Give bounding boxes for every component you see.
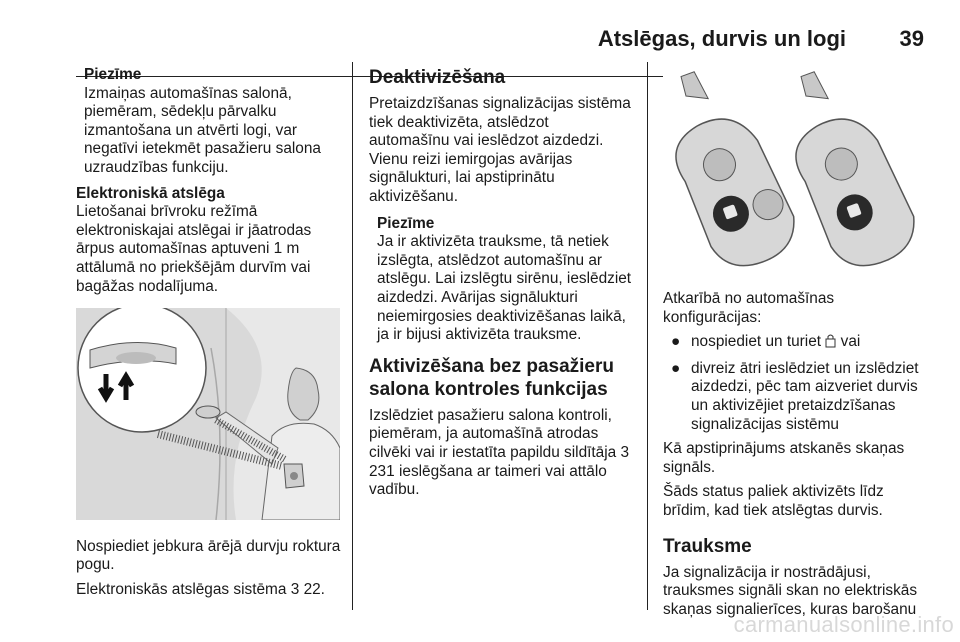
body-paragraph: Šāds status paliek aktivizēts līdz brīdim, kad tiek atslēgtas durvis. xyxy=(663,483,884,519)
keyfob-illustration xyxy=(663,66,927,278)
note-box xyxy=(369,215,633,345)
body-paragraph: Pretaizdzīšanas signalizācijas sistēma tiek deaktivizēta, atslēdzot automašīnu vai ieslēdzot aizdedzi. Vienu reizi iemirgojas avārijas signālukturi, lai apstiprinātu aktivizēšanu. xyxy=(369,95,631,205)
bullet: ● xyxy=(671,333,681,351)
door-handle-illustration xyxy=(76,308,342,526)
note-heading: Piezīme xyxy=(377,214,435,232)
list-item-text: vai xyxy=(840,333,861,351)
reference-arrow: 3 xyxy=(290,580,300,598)
body-paragraph: Kā apstiprinājums atskanēs skaņas signāls. xyxy=(663,440,905,476)
note-box xyxy=(76,66,342,178)
note-body: Izmaiņas automašīnas salonā, piemēram, sēdekļu pārvalku izmantošana un atvērti logi, var negatīvi ietekmēt pasažieru salona uzraudzības funkciju. xyxy=(84,84,321,176)
column-divider-1 xyxy=(352,62,353,610)
list-item-text: divreiz ātri ieslēdziet un izslēdziet aizdedzi, pēc tam aizveriet durvis un aktivizējiet pretaizdzīšanas signalizācijas sistēmu xyxy=(691,359,919,433)
note-body: Ja ir aktivizēta trauksme, tā netiek izslēgta, atslēdzot automašīnu ar atslēgu. Lai izslēgtu sirēnu, ieslēdziet aizdedzi. Avārijas signālukturi neiemirgosies deaktivizēšanas laikā, ja ir bijusi aktivizēta trauksme. xyxy=(377,233,632,344)
note-heading: Piezīme xyxy=(84,66,142,83)
page-header xyxy=(0,26,924,56)
column-1 xyxy=(76,66,342,600)
reference-page: 22. xyxy=(303,580,325,598)
reference-arrow: 3 xyxy=(620,443,630,461)
column-2 xyxy=(369,66,633,500)
section-subheading: Elektroniskā atslēga xyxy=(76,184,225,202)
section-heading-activation: Aktivizēšana bez pasažieru salona kontroles funkcijas xyxy=(369,355,614,400)
body-text: Izslēdziet pasažieru salona kontroli, piemēram, ja automašīnā atrodas cilvēki vai ir iestatīta papildu sildītāja xyxy=(369,406,617,461)
column-3 xyxy=(663,290,927,619)
section-heading-alarm: Trauksme xyxy=(663,535,752,557)
list-item-text: nospiediet un turiet xyxy=(691,333,822,351)
lock-icon xyxy=(825,333,836,354)
body-paragraph xyxy=(369,407,633,500)
section-heading-deactivation: Deaktivizēšana xyxy=(369,67,506,88)
reference-page: 231 xyxy=(369,462,395,480)
cross-reference-text: Elektroniskās atslēgas sistēma xyxy=(76,580,287,598)
body-paragraph: Ja signalizācija ir nostrādājusi, trauksmes signāli skan no elektriskās skaņas signalierīces, kuras barošanu xyxy=(663,563,918,618)
cross-reference xyxy=(76,581,342,600)
intro-paragraph: Atkarībā no automašīnas konfigurācijas: xyxy=(663,290,835,326)
watermark: carmanualsonline.info xyxy=(733,612,954,637)
body-paragraph: Lietošanai brīvroku režīmā elektroniskajai atslēgai ir jāatrodas ārpus automašīnas aptuveni 1 m attālumā no priekšējām durvīm vai bagāžas nodalījuma. xyxy=(76,203,312,295)
column-divider-2 xyxy=(647,62,648,610)
bullet-list xyxy=(663,333,927,434)
list-item xyxy=(663,333,927,354)
illustration-caption: Nospiediet jebkura ārējā durvju roktura pogu. xyxy=(76,537,341,574)
bullet: ● xyxy=(671,359,681,377)
page-title: Atslēgas, durvis un logi xyxy=(597,26,846,51)
page-number: 39 xyxy=(899,26,924,51)
body-text: ieslēgšana ar taimeri vai attālo vadību. xyxy=(369,462,607,499)
list-item xyxy=(663,360,927,434)
